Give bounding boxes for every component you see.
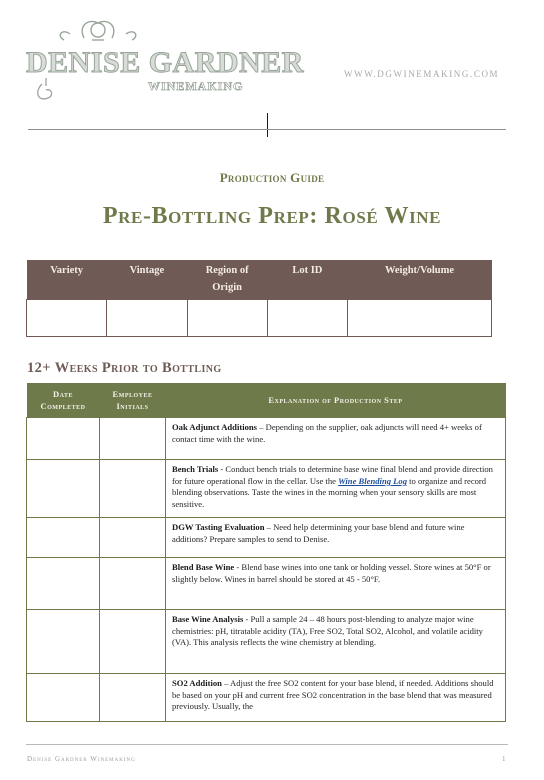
table-row bbox=[27, 610, 506, 674]
footer-brand: Denise Gardner Winemaking bbox=[27, 755, 136, 763]
weight-volume-header: Weight/Volume bbox=[348, 260, 492, 300]
step-description: SO2 Addition – Adjust the free SO2 content for your base blend, if needed. Additions should be based on your pH and current free SO2 concentration in the base blend that was measured previously. Usually, the bbox=[166, 674, 506, 722]
info-header-row bbox=[27, 260, 492, 300]
date-cell[interactable] bbox=[27, 518, 100, 558]
variety-cell[interactable] bbox=[27, 300, 107, 337]
brand-logo bbox=[22, 14, 304, 106]
step-name: Blend Base Wine bbox=[172, 562, 235, 572]
wine-info-table bbox=[26, 260, 492, 337]
step-description: DGW Tasting Evaluation – Need help determining your base blend and future wine additions? Prepare samples to send to Denise. bbox=[166, 518, 506, 558]
guide-kicker: Production Guide bbox=[219, 170, 325, 185]
date-cell[interactable] bbox=[27, 674, 100, 722]
step-name: DGW Tasting Evaluation bbox=[172, 522, 265, 532]
date-cell[interactable] bbox=[27, 460, 100, 518]
initials-cell[interactable] bbox=[100, 610, 166, 674]
vintage-cell[interactable] bbox=[107, 300, 187, 337]
step-name: Base Wine Analysis bbox=[172, 614, 244, 624]
table-row bbox=[27, 418, 506, 460]
step-text: Conduct bench trials to determine base wine final blend and provide direction for future operational flow in the cellar. Use the bbox=[172, 464, 493, 486]
step-description: Base Wine Analysis - Pull a sample 24 – 48 hours post-blending to analyze major wine chemistries: pH, titratable acidity (TA), Free SO2, Total SO2, Alcohol, and volatile acidity (VA). This analysis reflects the wine chemistry at blending. bbox=[166, 610, 506, 674]
step-text-continued: to organize and record blending observations. Taste the wines in the morning when your sensory skills are most sensitive. bbox=[172, 475, 487, 509]
section-heading: 12+ Weeks Prior to Bottling bbox=[27, 360, 222, 376]
table-row bbox=[27, 518, 506, 558]
step-text: Pull a sample 24 – 48 hours post-blending to analyze major wine chemistries: pH, titratable acidity (TA), Free SO2, Total SO2, Alcohol, and volatile acidity (VA). This analysis reflects the wine chemistry at blending. bbox=[172, 614, 483, 648]
step-description: Oak Adjunct Additions – Depending on the supplier, oak adjuncts will need 4+ weeks of contact time with the wine. bbox=[166, 418, 506, 460]
logo-subtext: WINEMAKING bbox=[148, 79, 244, 93]
region-header: Region of Origin bbox=[187, 260, 267, 300]
step-text: Blend base wines into one tank or holding vessel. Store wines at 50°F or slightly below. Wines in barrel should be stored at 45 - 50°F. bbox=[172, 562, 491, 584]
website-url[interactable]: WWW.DGWINEMAKING.COM bbox=[344, 69, 500, 79]
step-text: Adjust the free SO2 content for your base blend, if needed. Additions should be based on your pH and current free SO2 concentration in the base blend that was measured previously. Usually, the bbox=[172, 678, 494, 712]
initials-cell[interactable] bbox=[100, 418, 166, 460]
logo-wordmark: DENISE GARDNER bbox=[26, 46, 304, 79]
step-name: SO2 Addition bbox=[172, 678, 222, 688]
weight-volume-cell[interactable] bbox=[348, 300, 492, 337]
step-text: Depending on the supplier, oak adjuncts will need 4+ weeks of contact time with the wine. bbox=[172, 422, 482, 444]
initials-cell[interactable] bbox=[100, 674, 166, 722]
table-row bbox=[27, 674, 506, 722]
wine-blending-log-link[interactable]: Wine Blending Log bbox=[338, 475, 408, 486]
steps-header-row bbox=[27, 383, 506, 418]
page-title: Pre-Bottling Prep: Rosé Wine bbox=[102, 203, 442, 229]
variety-header: Variety bbox=[27, 260, 107, 300]
initials-cell[interactable] bbox=[100, 518, 166, 558]
step-text: Need help determining your base blend and future wine additions? Prepare samples to send to Denise. bbox=[172, 522, 465, 544]
table-row bbox=[27, 558, 506, 610]
date-cell[interactable] bbox=[27, 610, 100, 674]
step-name: Oak Adjunct Additions bbox=[172, 422, 258, 432]
employee-initials-header: Employee Initials bbox=[100, 383, 166, 418]
vintage-header: Vintage bbox=[107, 260, 187, 300]
production-steps-table bbox=[26, 383, 506, 722]
step-name: Bench Trials bbox=[172, 464, 219, 474]
initials-cell[interactable] bbox=[100, 558, 166, 610]
step-description: Bench Trials - Conduct bench trials to determine base wine final blend and provide direction for future operational flow in the cellar. Use the Wine Blending Log to organize and record blending observations. Taste the wines in the morning when your sensory skills are most sensitive. bbox=[166, 460, 506, 518]
page-number: 1 bbox=[502, 755, 506, 763]
step-description: Blend Base Wine - Blend base wines into one tank or holding vessel. Store wines at 50°F or slightly below. Wines in barrel should be stored at 45 - 50°F. bbox=[166, 558, 506, 610]
explanation-header: Explanation of Production Step bbox=[166, 383, 506, 418]
date-cell[interactable] bbox=[27, 558, 100, 610]
region-cell[interactable] bbox=[187, 300, 267, 337]
text-cursor bbox=[267, 113, 268, 137]
info-entry-row bbox=[27, 300, 492, 337]
table-row bbox=[27, 460, 506, 518]
date-cell[interactable] bbox=[27, 418, 100, 460]
header-divider bbox=[28, 129, 506, 130]
footer-divider bbox=[26, 744, 508, 745]
lot-id-header: Lot ID bbox=[267, 260, 347, 300]
lot-id-cell[interactable] bbox=[267, 300, 347, 337]
date-completed-header: Date Completed bbox=[27, 383, 100, 418]
initials-cell[interactable] bbox=[100, 460, 166, 518]
